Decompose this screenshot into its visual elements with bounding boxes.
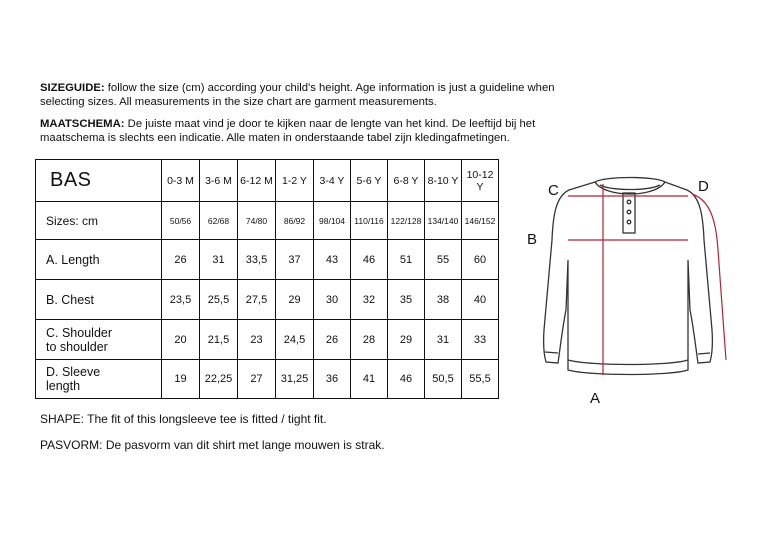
col-header: 3-6 M — [200, 160, 238, 202]
table-cell: 40 — [462, 280, 499, 320]
table-cell: 24,5 — [276, 320, 314, 360]
row-label: C. Shoulder to shoulder — [36, 320, 162, 360]
table-cell: 38 — [425, 280, 462, 320]
label-d: D — [698, 178, 709, 195]
label-a: A — [590, 390, 601, 407]
table-cell: 35 — [388, 280, 425, 320]
table-cell: 146/152 — [462, 202, 499, 240]
row-label: Sizes: cm — [36, 202, 162, 240]
table-header-row — [36, 160, 499, 202]
table-cell: 33,5 — [238, 240, 276, 280]
table-cell: 134/140 — [425, 202, 462, 240]
table-cell: 51 — [388, 240, 425, 280]
table-cell: 86/92 — [276, 202, 314, 240]
pasvorm-label: PASVORM: — [40, 438, 103, 452]
table-cell: 50/56 — [162, 202, 200, 240]
table-cell: 26 — [162, 240, 200, 280]
col-header: 3-4 Y — [314, 160, 351, 202]
table-cell: 19 — [162, 360, 200, 399]
table-cell: 30 — [314, 280, 351, 320]
maatschema-text: De juiste maat vind je door te kijken naar de lengte van het kind. De leeftijd bij het maatschema is slechts een indicatie. Alle maten in onderstaande tabel zijn kledingafmetingen. — [40, 118, 536, 144]
sizeguide-paragraph — [40, 81, 560, 109]
pasvorm-text: De pasvorm van dit shirt met lange mouwen is strak. — [105, 438, 385, 452]
table-cell: 31 — [425, 320, 462, 360]
col-header: 8-10 Y — [425, 160, 462, 202]
table-cell: 110/116 — [351, 202, 388, 240]
table-cell: 22,25 — [200, 360, 238, 399]
table-cell: 43 — [314, 240, 351, 280]
table-cell: 29 — [276, 280, 314, 320]
table-row — [36, 280, 499, 320]
table-cell: 32 — [351, 280, 388, 320]
pasvorm-paragraph — [40, 438, 385, 452]
table-cell: 46 — [388, 360, 425, 399]
sizeguide-label: SIZEGUIDE: — [40, 82, 105, 94]
col-header: 6-8 Y — [388, 160, 425, 202]
shape-label: SHAPE: — [40, 412, 85, 426]
table-row — [36, 202, 499, 240]
table-cell: 28 — [351, 320, 388, 360]
sleeve-line — [692, 194, 726, 360]
col-header: 1-2 Y — [276, 160, 314, 202]
table-cell: 122/128 — [388, 202, 425, 240]
shirt-measurement-diagram — [520, 160, 750, 410]
label-b: B — [527, 231, 538, 248]
table-cell: 55 — [425, 240, 462, 280]
table-cell: 20 — [162, 320, 200, 360]
table-cell: 21,5 — [200, 320, 238, 360]
table-cell: 31,25 — [276, 360, 314, 399]
table-row — [36, 360, 499, 399]
table-cell: 55,5 — [462, 360, 499, 399]
table-cell: 46 — [351, 240, 388, 280]
table-cell: 50,5 — [425, 360, 462, 399]
col-header: 6-12 M — [238, 160, 276, 202]
col-header: 10-12 Y — [462, 160, 499, 202]
table-title: BAS — [36, 160, 162, 202]
col-header: 5-6 Y — [351, 160, 388, 202]
table-cell: 29 — [388, 320, 425, 360]
row-label: B. Chest — [36, 280, 162, 320]
table-cell: 31 — [200, 240, 238, 280]
measurement-lines — [568, 184, 726, 375]
table-cell: 62/68 — [200, 202, 238, 240]
table-cell: 25,5 — [200, 280, 238, 320]
table-cell: 98/104 — [314, 202, 351, 240]
shirt-outline — [544, 178, 713, 375]
table-cell: 37 — [276, 240, 314, 280]
table-cell: 26 — [314, 320, 351, 360]
table-row — [36, 320, 499, 360]
sizeguide-text: follow the size (cm) according your child's height. Age information is just a guideline when selecting sizes. All measurements in the size chart are garment measurements. — [40, 82, 555, 108]
col-header: 0-3 M — [162, 160, 200, 202]
table-cell: 36 — [314, 360, 351, 399]
maatschema-paragraph — [40, 117, 560, 145]
maatschema-label: MAATSCHEMA: — [40, 118, 125, 130]
table-row — [36, 240, 499, 280]
label-c: C — [548, 182, 559, 199]
size-table — [35, 159, 499, 399]
table-cell: 27,5 — [238, 280, 276, 320]
row-label: A. Length — [36, 240, 162, 280]
shape-text: The fit of this longsleeve tee is fitted / tight fit. — [87, 412, 327, 426]
table-cell: 27 — [238, 360, 276, 399]
table-cell: 33 — [462, 320, 499, 360]
shape-paragraph — [40, 412, 327, 426]
table-cell: 23 — [238, 320, 276, 360]
table-cell: 60 — [462, 240, 499, 280]
table-cell: 74/80 — [238, 202, 276, 240]
table-cell: 23,5 — [162, 280, 200, 320]
row-label: D. Sleeve length — [36, 360, 162, 399]
table-cell: 41 — [351, 360, 388, 399]
